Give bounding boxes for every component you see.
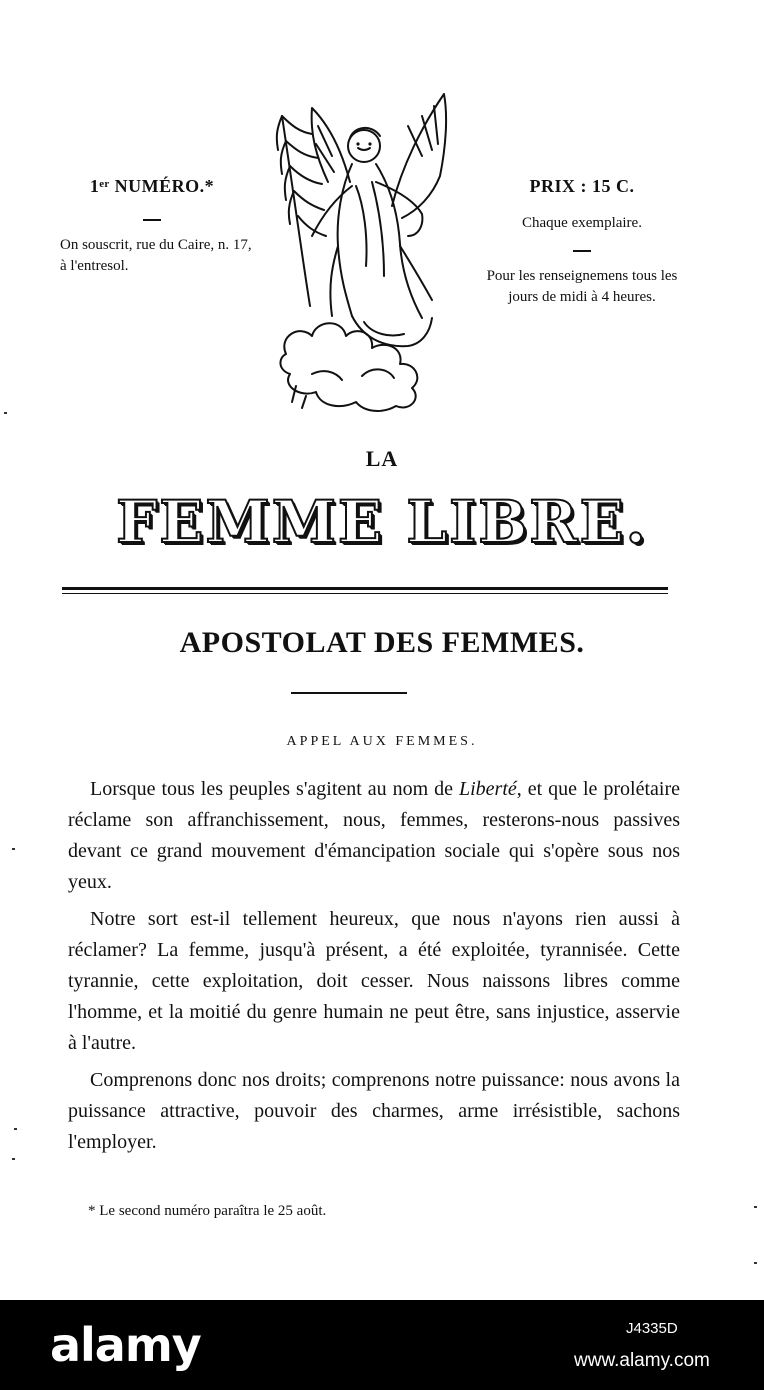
price: PRIX : 15 C.	[529, 176, 635, 196]
paragraph-1	[68, 774, 680, 898]
footnote: * Le second numéro paraîtra le 25 août.	[88, 1203, 327, 1219]
liberte-italic: Liberté	[459, 778, 517, 800]
article-subtitle: APPEL AUX FEMMES.	[286, 734, 478, 749]
scan-speck	[12, 848, 15, 850]
scan-speck	[12, 1158, 15, 1160]
paragraph-1-end: , et que le prolétaire réclame son affranchissement, nous, femmes, resterons-nous passives devant ce grand mouvement d'émancipation sociale qui s'opère sous nos yeux.	[68, 778, 680, 893]
paragraph-2: Notre sort est-il tellement heureux, que nous n'ayons rien aussi à réclamer? La femme, jusqu'à présent, a été exploitée, tyrannisée. Cette tyrannie, cette exploitation, doit cesser. Nous naissons libres comme l'homme, et la moitié du genre humain ne peut être, sans injustice, asservie à l'autre.	[68, 908, 680, 1054]
section-title: APOSTOLAT DES FEMMES.	[179, 626, 585, 659]
scan-speck	[4, 412, 7, 414]
issue-number: 1ᵉʳ NUMÉRO.*	[89, 176, 215, 196]
header-dash	[573, 250, 591, 252]
alamy-logo: alamy	[50, 1318, 201, 1372]
header-left-block	[52, 176, 252, 277]
masthead-rule	[62, 587, 668, 590]
price-per-copy: Chaque exemplaire.	[522, 215, 642, 231]
masthead-title: FEMME LIBRE.	[116, 488, 648, 556]
image-id: J4335D	[626, 1320, 678, 1337]
paragraph-3: Comprenons donc nos droits; comprenons notre puissance: nous avons la puissance attractive, pouvoir des charmes, arme irrésistible, sachons l'employer.	[68, 1069, 680, 1153]
header-dash	[143, 219, 161, 221]
scan-speck	[754, 1206, 757, 1208]
header-right-block	[478, 176, 686, 308]
site-url: www.alamy.com	[574, 1350, 710, 1371]
article-body	[68, 774, 680, 1164]
scan-speck	[754, 1262, 757, 1264]
winged-figure-vignette	[272, 86, 462, 416]
subscription-address: On souscrit, rue du Caire, n. 17, à l'entresol.	[60, 237, 252, 274]
masthead-article: LA	[365, 446, 399, 471]
paragraph-1-start: Lorsque tous les peuples s'agitent au nom de	[90, 778, 459, 800]
masthead-rule-thin	[62, 593, 668, 594]
section-rule	[291, 692, 407, 694]
watermark-footer	[0, 1300, 764, 1390]
scan-speck	[14, 1128, 17, 1130]
office-hours: Pour les renseignemens tous les jours de midi à 4 heures.	[486, 268, 678, 305]
